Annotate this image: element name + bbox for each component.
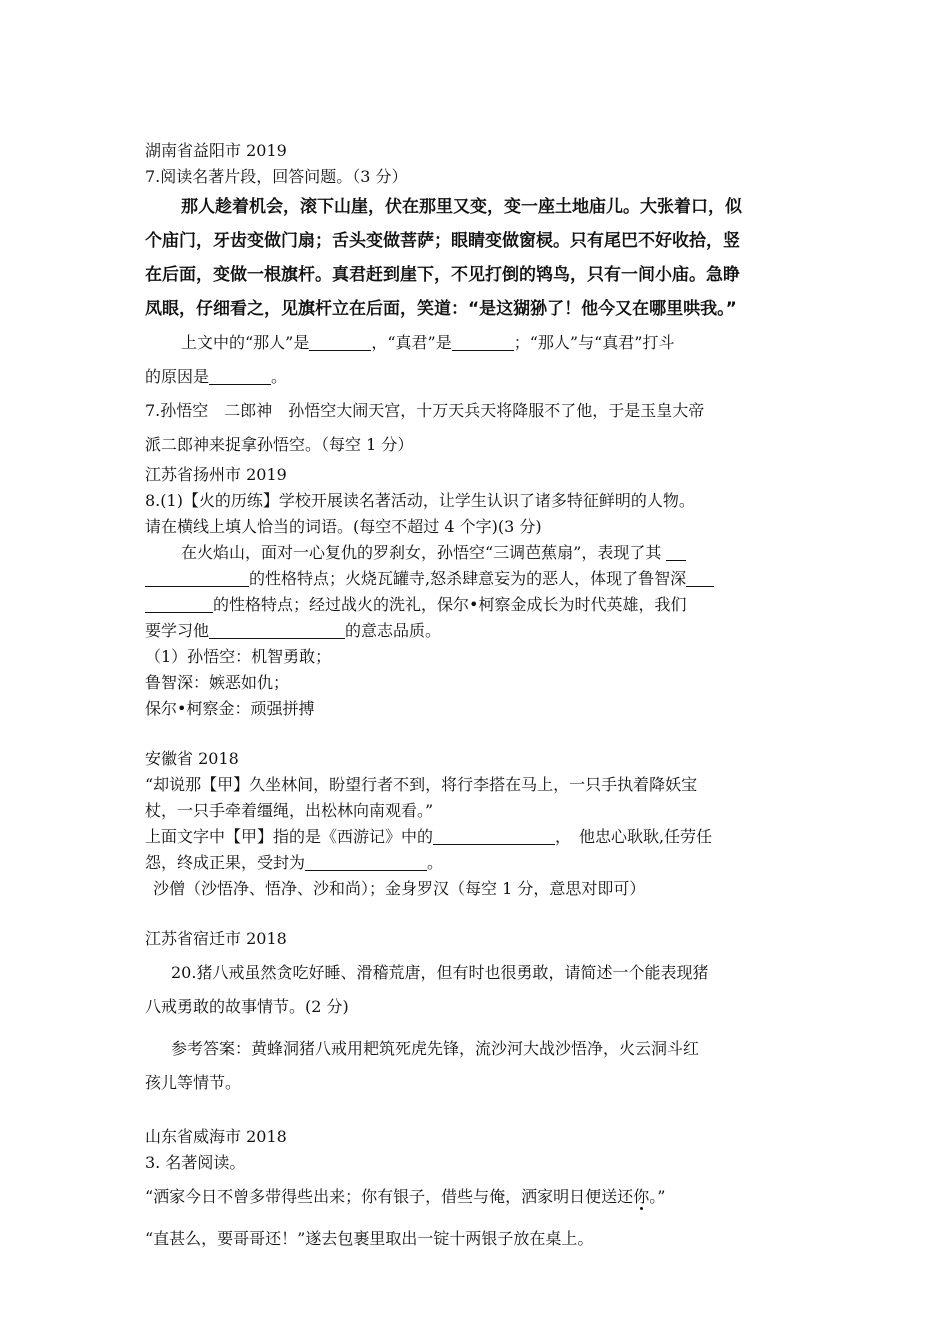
answer-text: 鲁智深：嫉恶如仇； (145, 673, 290, 692)
question-title: 请在横线上填人恰当的词语。(每空不超过 4 个字)(3 分) (145, 517, 542, 536)
question-text: 要学习他 的意志品质。 (145, 621, 442, 640)
answer-text: 孩儿等情节。 (145, 1073, 242, 1092)
quote-text: 杖，一只手牵着缰绳，出松林向南观看。” (145, 801, 434, 820)
section-gap (145, 722, 810, 746)
answer-text: 沙僧（沙悟净、悟净、沙和尚）；金身罗汉（每空 1 分，意思对即可） (153, 879, 646, 898)
answer-text: （1）孙悟空：机智勇敢； (145, 647, 332, 666)
answer-text: 派二郎神来捉拿孙悟空。（每空 1 分） (145, 435, 414, 454)
passage-line: 个庙门，牙齿变做门扇；舌头变做菩萨；眼睛变做窗棂。只有尾巴不好收拾，竖 (145, 231, 740, 251)
question-title: 3. 名著阅读。 (145, 1153, 246, 1172)
quote-text: “直甚么，要哥哥还！”遂去包裹里取出一锭十两银子放在桌上。 (145, 1229, 594, 1248)
answer-blank[interactable] (145, 568, 249, 587)
answer-blank[interactable] (433, 826, 555, 845)
answer-blank[interactable] (452, 332, 514, 351)
passage-line: 凤眼，仔细看之，见旗杆立在后面，笑道：“是这猢狲了！他今又在哪里哄我。” (145, 299, 737, 319)
question-title: 8.(1)【火的历练】学校开展读名著活动，让学生认识了诸多特征鲜明的人物。 (145, 491, 695, 510)
question-text: 上面文字中【甲】指的是《西游记》中的 ， 他忠心耿耿,任劳任 (145, 827, 713, 846)
document-page (145, 138, 810, 1256)
answer-text: 参考答案：黄蜂洞猪八戒用耙筑死虎先锋，流沙河大战沙悟净，火云洞斗红 (171, 1039, 700, 1058)
answer-blank[interactable] (666, 542, 686, 561)
section-gap (145, 1100, 810, 1124)
answer-blank[interactable] (209, 620, 345, 639)
answer-text: 保尔•柯察金：顽强拼搏 (145, 699, 315, 718)
source-label: 湖南省益阳市 2019 (145, 141, 287, 160)
answer-blank[interactable] (145, 594, 213, 613)
answer-blank[interactable] (309, 332, 371, 351)
question-text: 八戒勇敢的故事情节。(2 分) (145, 997, 349, 1016)
answer-text: 7.孙悟空 二郎神 孙悟空大闹天宫，十万天兵天将降服不了他，于是玉皇大帝 (145, 401, 705, 420)
quote-text: “洒家今日不曾多带得些出来；你有银子，借些与俺，洒家明日便送还你。” (145, 1187, 666, 1206)
question-text: 怨，终成正果，受封为 。 (145, 853, 444, 872)
answer-blank[interactable] (209, 366, 271, 385)
question-text: 的性格特点；经过战火的洗礼，保尔•柯察金成长为时代英雄，我们 (145, 592, 810, 618)
question-text: 的性格特点；火烧瓦罐寺,怒杀肆意妄为的恶人，体现了鲁智深 (145, 566, 810, 592)
emphasis-dot-char: 你 (633, 1187, 650, 1206)
question-text: 在火焰山，面对一心复仇的罗刹女，孙悟空“三调芭蕉扇”，表现了其 (145, 540, 810, 566)
source-label: 江苏省扬州市 2019 (145, 465, 287, 484)
answer-blank[interactable] (686, 568, 714, 587)
question-prompt: 的原因是 。 (145, 367, 288, 386)
source-label: 安徽省 2018 (145, 749, 239, 768)
quote-text: “却说那【甲】久坐林间，盼望行者不到，将行李搭在马上，一只手执着降妖宝 (145, 775, 698, 794)
question-title: 7.阅读名著片段，回答问题。（3 分） (145, 167, 408, 186)
source-label: 江苏省宿迁市 2018 (145, 929, 287, 948)
question-prompt: 上文中的“那人”是 ，“真君”是 ；“那人”与“真君”打斗 (181, 333, 675, 352)
source-label: 山东省威海市 2018 (145, 1127, 287, 1146)
section-gap (145, 902, 810, 926)
question-text: 20.猪八戒虽然贪吃好睡、滑稽荒唐，但有时也很勇敢，请简述一个能表现猪 (171, 963, 709, 982)
passage-line: 在后面，变做一根旗杆。真君赶到崖下，不见打倒的鸨鸟，只有一间小庙。急睁 (145, 265, 740, 285)
answer-blank[interactable] (305, 852, 427, 871)
passage-line: 那人趁着机会，滚下山崖，伏在那里又变，变一座土地庙儿。大张着口，似 (181, 197, 742, 217)
